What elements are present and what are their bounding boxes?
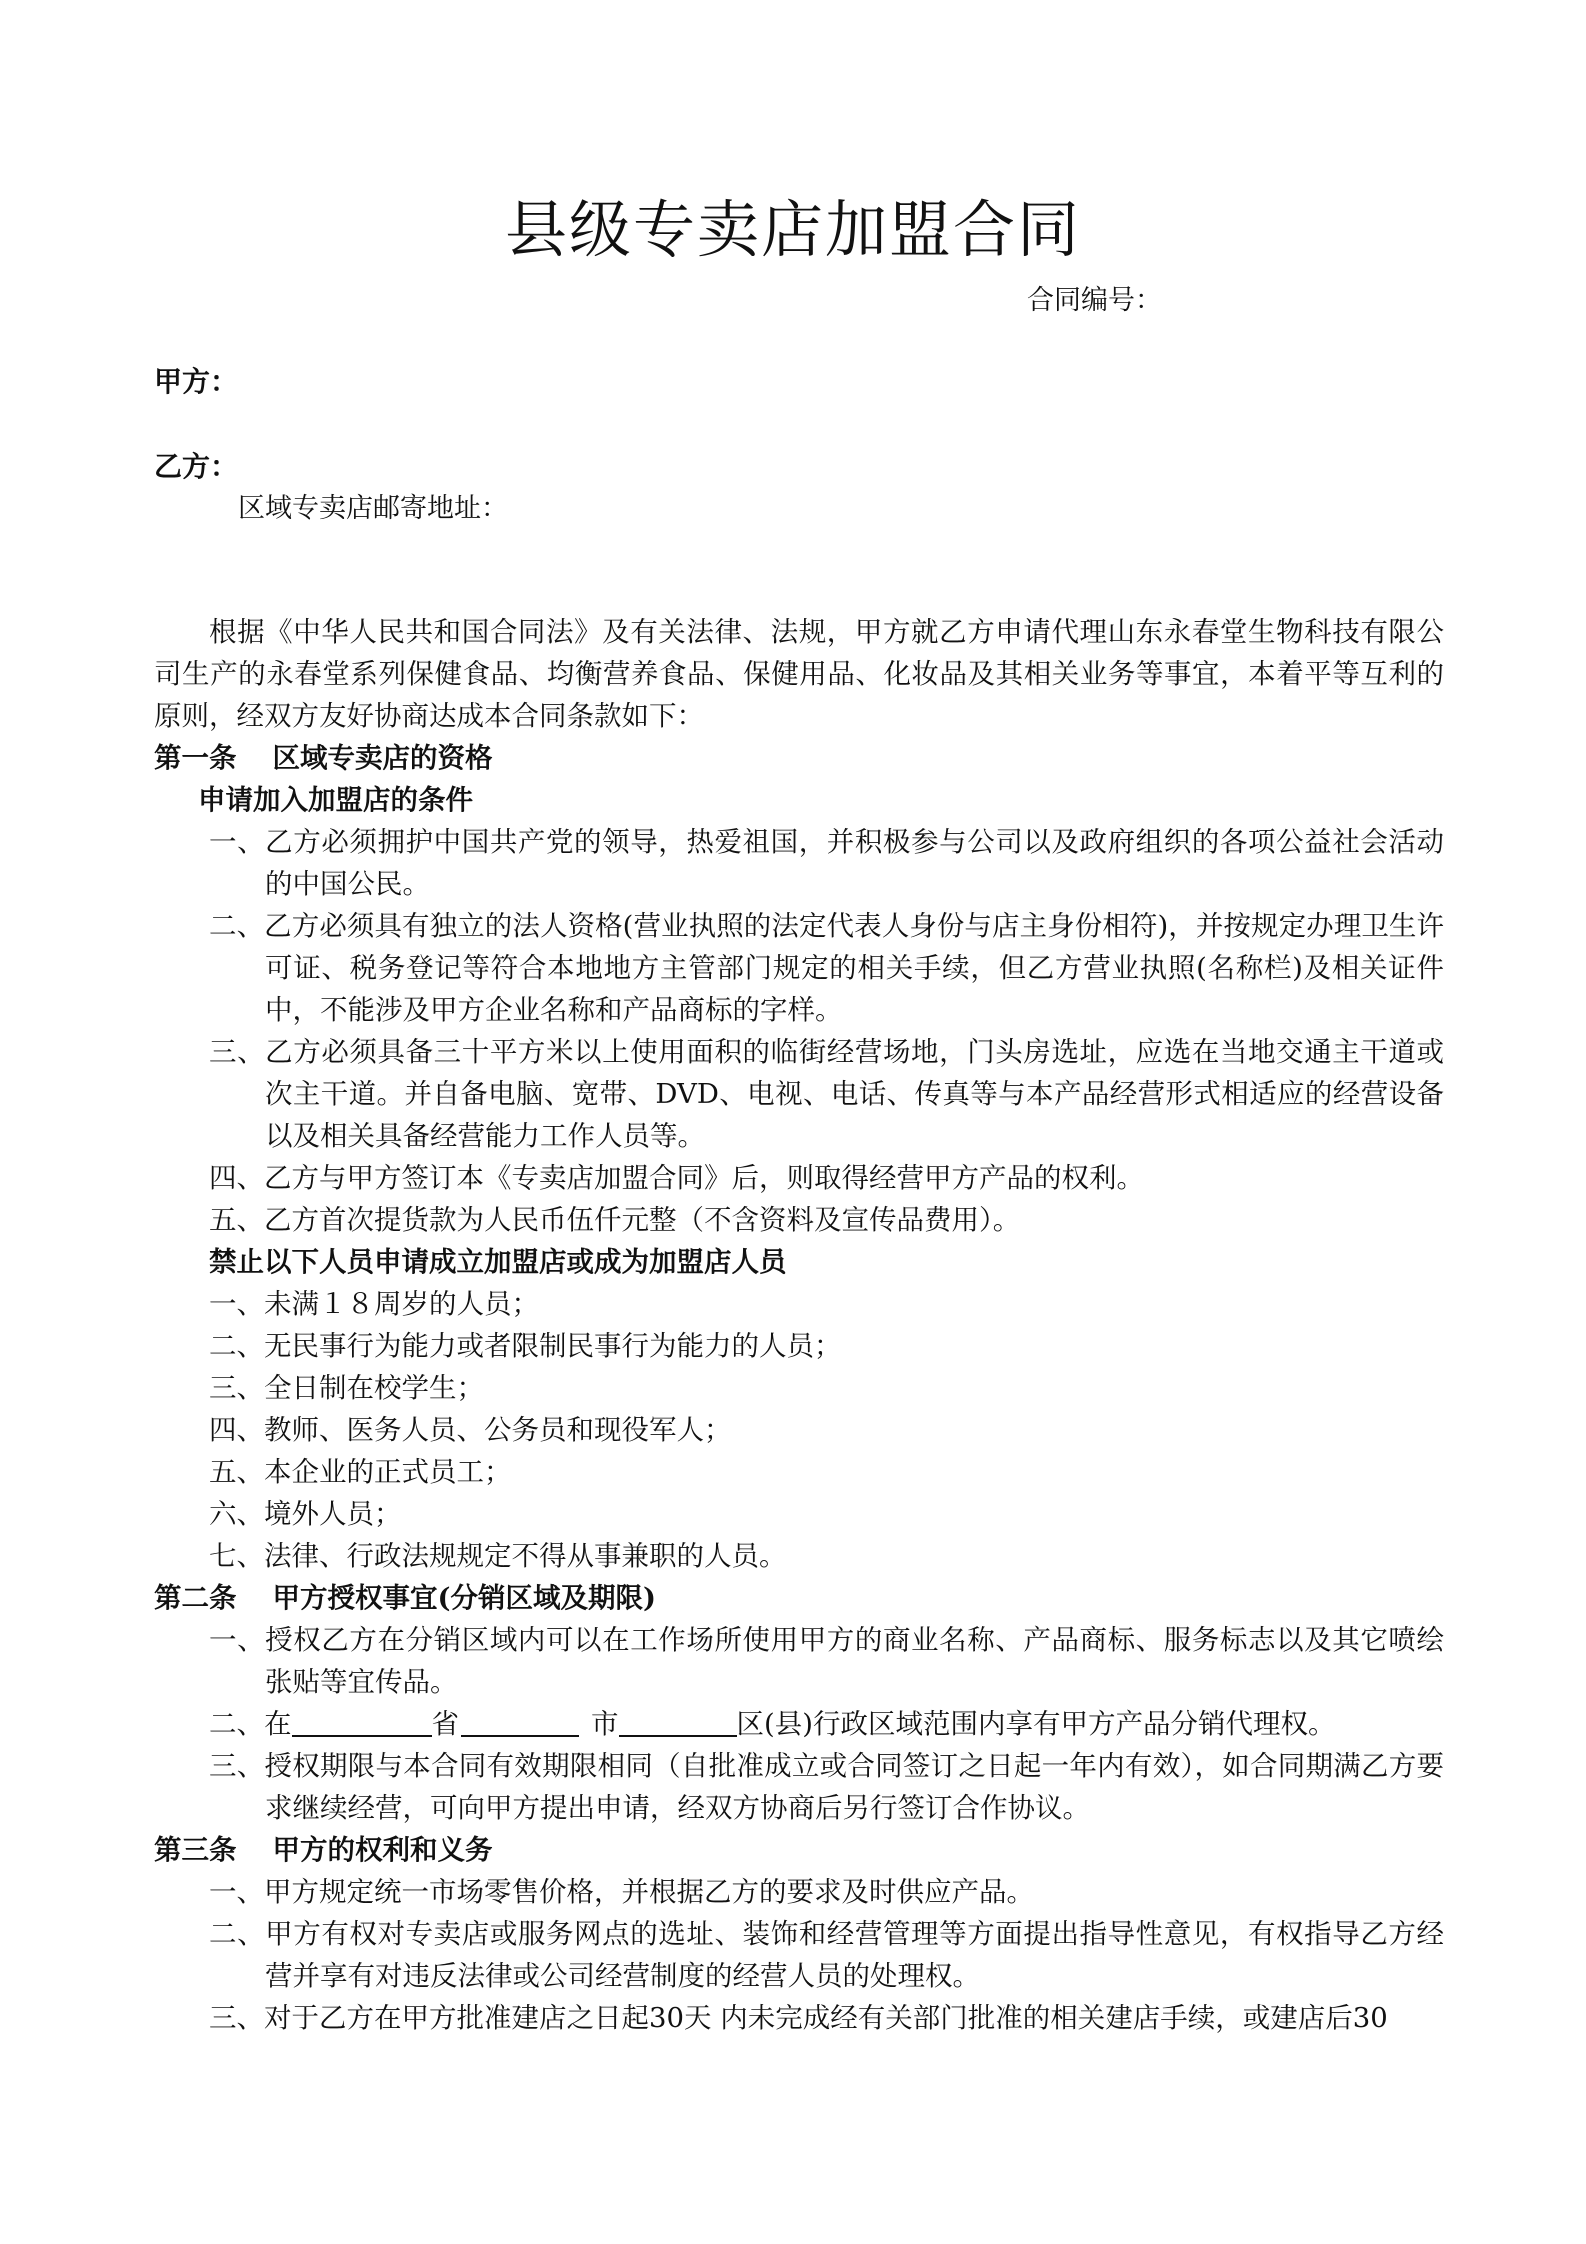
article-1-heading (154, 737, 1444, 779)
district-blank[interactable] (619, 1705, 737, 1737)
prohibited-item: 一、未满１８周岁的人员； (209, 1288, 539, 1320)
prohibited-item: 五、本企业的正式员工； (209, 1456, 512, 1488)
prohibited-heading: 禁止以下人员申请成立加盟店或成为加盟店人员 (209, 1246, 787, 1278)
prohibited-item: 四、教师、医务人员、公务员和现役军人； (209, 1414, 732, 1446)
term-item: 三、授权期限与本合同有效期限相同（自批准成立或合同签订之日起一年内有效），如合同期满乙方要求继续经营，可向甲方提出申请，经双方协商后另行签订合作协议。 (209, 1750, 1444, 1824)
article-3-heading (154, 1829, 1444, 1871)
region-prefix: 二、在 (209, 1708, 292, 1740)
document-title: 县级专卖店加盟合同 (504, 193, 1081, 266)
condition-item: 二、乙方必须具有独立的法人资格(营业执照的法定代表人身份与店主身份相符)，并按规定办理卫生许可证、税务登记等符合本地地方主管部门规定的相关手续，但乙方营业执照(名称栏)及相关证件中，不能涉及甲方企业名称和产品商标的字样。 (209, 910, 1444, 1026)
region-item (154, 1703, 1444, 1745)
condition-item: 三、乙方必须具备三十平方米以上使用面积的临街经营场地，门头房选址，应选在当地交通主干道或次主干道。并自备电脑、宽带、DVD、电视、电话、传真等与本产品经营形式相适应的经营设备以及相关具备经营能力工作人员等。 (209, 1036, 1444, 1152)
prohibited-item: 三、全日制在校学生； (209, 1372, 484, 1404)
city-blank[interactable] (461, 1705, 579, 1737)
conditions-heading: 申请加入加盟店的条件 (198, 784, 473, 816)
prohibited-item: 七、法律、行政法规规定不得从事兼职的人员。 (209, 1540, 787, 1572)
condition-item: 四、乙方与甲方签订本《专卖店加盟合同》后，则取得经营甲方产品的权利。 (209, 1162, 1144, 1194)
article-number: 第一条 (154, 742, 237, 774)
article-title: 甲方授权事宜(分销区域及期限) (272, 1582, 657, 1614)
party-b-label: 乙方： (154, 450, 239, 483)
prohibited-item: 六、境外人员； (209, 1498, 402, 1530)
city-label: 市 (591, 1708, 619, 1740)
province-blank[interactable] (292, 1705, 432, 1737)
obligation-item: 一、甲方规定统一市场零售价格，并根据乙方的要求及时供应产品。 (209, 1876, 1034, 1908)
condition-item: 一、乙方必须拥护中国共产党的领导，热爱祖国，并积极参与公司以及政府组织的各项公益社会活动的中国公民。 (209, 826, 1444, 900)
party-a-label: 甲方： (154, 365, 239, 398)
article-title: 甲方的权利和义务 (272, 1834, 493, 1866)
article-title: 区域专卖店的资格 (272, 742, 493, 774)
authorization-item: 一、授权乙方在分销区域内可以在工作场所使用甲方的商业名称、产品商标、服务标志以及其它喷绘张贴等宜传品。 (209, 1624, 1444, 1698)
article-number: 第三条 (154, 1834, 237, 1866)
prohibited-item: 二、无民事行为能力或者限制民事行为能力的人员； (209, 1330, 842, 1362)
province-label: 省 (431, 1708, 459, 1740)
preamble: 根据《中华人民共和国合同法》及有关法律、法规，甲方就乙方申请代理山东永春堂生物科技有限公司生产的永春堂系列保健食品、均衡营养食品、保健用品、化妆品及其相关业务等事宜，本着平等互利的原则，经双方友好协商达成本合同条款如下： (154, 616, 1444, 732)
article-2-heading (154, 1577, 1444, 1619)
article-number: 第二条 (154, 1582, 237, 1614)
obligation-item: 二、甲方有权对专卖店或服务网点的选址、装饰和经营管理等方面提出指导性意见，有权指导乙方经营并享有对违反法律或公司经营制度的经营人员的处理权。 (209, 1918, 1444, 1992)
store-mailing-address-label: 区域专卖店邮寄地址： (238, 493, 508, 524)
condition-item: 五、乙方首次提货款为人民币伍仟元整（不含资料及宣传品费用）。 (209, 1204, 1021, 1236)
contract-number-label: 合同编号： (1027, 285, 1162, 316)
region-suffix: 区(县)行政区域范围内享有甲方产品分销代理权。 (736, 1708, 1336, 1740)
obligation-item: 三、对于乙方在甲方批准建店之日起30天 内未完成经有关部门批准的相关建店手续，或建店后30 (209, 2002, 1388, 2034)
contract-body (154, 611, 1444, 2039)
